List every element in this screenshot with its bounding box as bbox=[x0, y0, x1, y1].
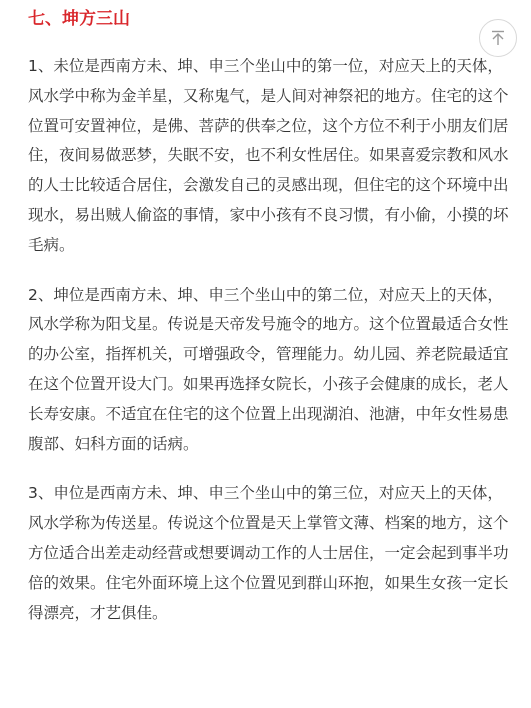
section-heading: 七、坤方三山 bbox=[28, 9, 130, 29]
paragraph-shen: 3、申位是西南方未、坤、申三个坐山中的第三位，对应天上的天体，风水学称为传送星。传说这个位置是天上掌管文薄、档案的地方，这个方位适合出差走动经营或想要调动工作的人士居住，一定会起到事半功倍的效果。住宅外面环境上这个位置见到群山环抱，如果生女孩一定长得漂亮，才艺俱佳。 bbox=[28, 484, 509, 622]
article-body bbox=[28, 52, 512, 648]
paragraph-kun: 2、坤位是西南方未、坤、申三个坐山中的第二位，对应天上的天体，风水学称为阳戈星。传说是天帝发号施令的地方。这个位置最适合女性的办公室，指挥机关，可增强政令，管理能力。幼儿园、养老院最适宜在这个位置开设大门。如果再选择女院长，小孩子会健康的成长，老人长寿安康。不适宜在住宅的这个位置上出现湖泊、池溏，中年女性易患腹部、妇科方面的话病。 bbox=[28, 285, 509, 453]
paragraph-wei: 1、未位是西南方未、坤、申三个坐山中的第一位，对应天上的天体，风水学中称为金羊星，又称鬼气，是人间对神祭祀的地方。住宅的这个位置可安置神位，是佛、菩萨的供奉之位，这个方位不利于小朋友们居住，夜间易做恶梦，失眠不安，也不利女性居住。如果喜爱宗教和风水的人士比较适合居住，会激发自己的灵感出现，但住宅的这个环境中出现水，易出贼人偷盗的事情，家中小孩有不良习惯，有小偷，小摸的坏毛病。 bbox=[28, 57, 509, 254]
arrow-up-to-top-icon bbox=[489, 29, 507, 47]
